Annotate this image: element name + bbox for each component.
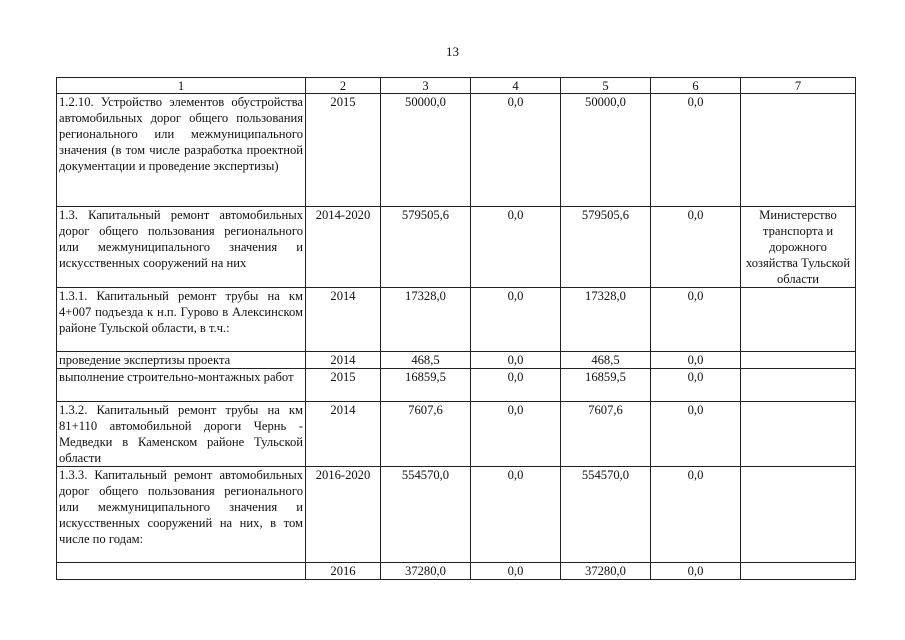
row-year: 2015 <box>306 94 381 207</box>
row-col3: 16859,5 <box>381 369 471 402</box>
table-row <box>57 288 856 352</box>
row-col4: 0,0 <box>471 563 561 580</box>
row-name: 1.3.3. Капитальный ремонт автомобильных дорог общего пользования регионального или межмуниципального значения и искусственных сооружений на них, в том числе по годам: <box>57 467 306 563</box>
row-col3: 17328,0 <box>381 288 471 352</box>
row-col7 <box>741 94 856 207</box>
row-col4: 0,0 <box>471 467 561 563</box>
table-row <box>57 402 856 467</box>
row-col7 <box>741 288 856 352</box>
row-col4: 0,0 <box>471 94 561 207</box>
row-year: 2014-2020 <box>306 207 381 288</box>
row-name: проведение экспертизы проекта <box>57 352 306 369</box>
row-col4: 0,0 <box>471 207 561 288</box>
row-col3: 50000,0 <box>381 94 471 207</box>
row-year: 2016-2020 <box>306 467 381 563</box>
row-col7 <box>741 467 856 563</box>
row-col5: 50000,0 <box>561 94 651 207</box>
row-name <box>57 563 306 580</box>
table-header-row <box>57 78 856 94</box>
row-col3: 579505,6 <box>381 207 471 288</box>
row-col6: 0,0 <box>651 288 741 352</box>
row-col5: 579505,6 <box>561 207 651 288</box>
row-col7: Министерство транспорта и дорожного хозяйства Тульской области <box>741 207 856 288</box>
table-row <box>57 369 856 402</box>
row-name: 1.3.2. Капитальный ремонт трубы на км 81+110 автомобильной дороги Чернь - Медведки в Каменском районе Тульской области <box>57 402 306 467</box>
row-col5: 554570,0 <box>561 467 651 563</box>
column-header: 5 <box>561 78 651 94</box>
row-name: 1.3.1. Капитальный ремонт трубы на км 4+007 подъезда к н.п. Гурово в Алексинском районе Тульской области, в т.ч.: <box>57 288 306 352</box>
budget-table <box>56 77 856 580</box>
column-header: 7 <box>741 78 856 94</box>
row-col7 <box>741 563 856 580</box>
table-row <box>57 467 856 563</box>
table-row <box>57 563 856 580</box>
row-col6: 0,0 <box>651 402 741 467</box>
row-year: 2014 <box>306 352 381 369</box>
row-col6: 0,0 <box>651 369 741 402</box>
page-number: 13 <box>446 44 459 59</box>
row-col4: 0,0 <box>471 352 561 369</box>
column-header: 3 <box>381 78 471 94</box>
row-col5: 7607,6 <box>561 402 651 467</box>
row-year: 2016 <box>306 563 381 580</box>
row-col6: 0,0 <box>651 563 741 580</box>
row-name: 1.3. Капитальный ремонт автомобильных дорог общего пользования регионального или межмуниципального значения и искусственных сооружений на них <box>57 207 306 288</box>
row-year: 2014 <box>306 288 381 352</box>
row-year: 2014 <box>306 402 381 467</box>
column-header: 6 <box>651 78 741 94</box>
row-col5: 16859,5 <box>561 369 651 402</box>
row-col6: 0,0 <box>651 352 741 369</box>
row-col6: 0,0 <box>651 207 741 288</box>
row-col3: 468,5 <box>381 352 471 369</box>
row-name: выполнение строительно-монтажных работ <box>57 369 306 402</box>
row-col4: 0,0 <box>471 402 561 467</box>
row-col4: 0,0 <box>471 288 561 352</box>
row-col3: 37280,0 <box>381 563 471 580</box>
row-col3: 7607,6 <box>381 402 471 467</box>
column-header: 2 <box>306 78 381 94</box>
row-col5: 37280,0 <box>561 563 651 580</box>
table-row <box>57 207 856 288</box>
column-header: 1 <box>57 78 306 94</box>
column-header: 4 <box>471 78 561 94</box>
row-name: 1.2.10. Устройство элементов обустройства автомобильных дорог общего пользования регионального или межмуниципального значения (в том числе разработка проектной документации и проведение экспертизы) <box>57 94 306 207</box>
row-col7 <box>741 369 856 402</box>
row-col7 <box>741 352 856 369</box>
row-col7 <box>741 402 856 467</box>
row-col5: 468,5 <box>561 352 651 369</box>
row-year: 2015 <box>306 369 381 402</box>
row-col6: 0,0 <box>651 467 741 563</box>
table-row <box>57 94 856 207</box>
row-col3: 554570,0 <box>381 467 471 563</box>
table-row <box>57 352 856 369</box>
row-col5: 17328,0 <box>561 288 651 352</box>
row-col6: 0,0 <box>651 94 741 207</box>
row-col4: 0,0 <box>471 369 561 402</box>
